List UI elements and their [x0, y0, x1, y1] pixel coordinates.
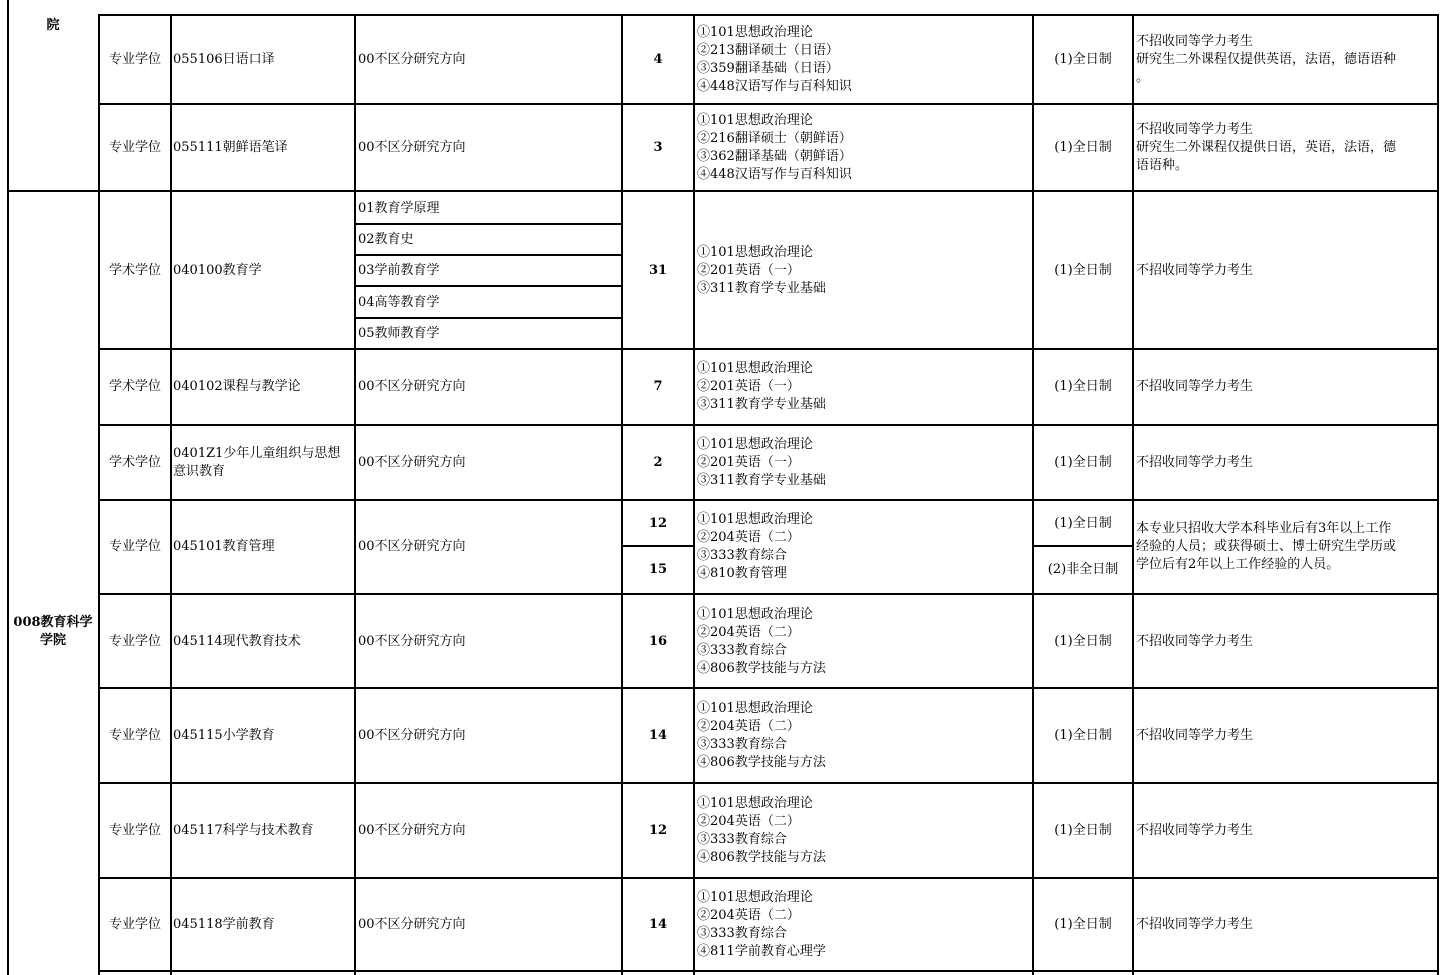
exam-subjects: ①101思想政治理论 ②204英语（二） ③333教育综合 ④806教学技能与方法 [697, 606, 826, 676]
degree-type: 专业学位 [108, 633, 161, 649]
study-mode: (1)全日制 [1054, 727, 1112, 743]
exam-subjects: ①101思想政治理论 ②201英语（一） ③311教育学专业基础 [697, 245, 826, 296]
remarks: 不招收同等学力考生 研究生二外课程仅提供英语，法语，德语语种 。 [1136, 34, 1397, 85]
quota: 31 [648, 263, 668, 278]
grid-line [621, 14, 623, 975]
major-name: 045101教育管理 [173, 539, 275, 554]
exam-subjects: ①101思想政治理论 ②204英语（二） ③333教育综合 ④811学前教育心理学 [697, 890, 826, 959]
grid-line [693, 14, 695, 975]
grid-line [354, 14, 356, 975]
grid-line [98, 782, 1439, 784]
grid-line [98, 424, 1439, 426]
research-direction: 00不区分研究方向 [358, 917, 466, 932]
major-name: 040102课程与教学论 [173, 379, 301, 394]
degree-type: 专业学位 [108, 822, 161, 838]
quota: 16 [648, 633, 668, 649]
grid-line [354, 317, 623, 319]
remarks: 不招收同等学力考生 [1136, 379, 1254, 394]
research-direction: 00不区分研究方向 [358, 539, 466, 554]
major-name: 055111朝鲜语笔译 [173, 140, 288, 155]
study-mode: (1)全日制 [1054, 52, 1112, 67]
grid-line [7, 190, 1439, 192]
remarks: 不招收同等学力考生 [1136, 263, 1254, 278]
major-name: 045117科学与技术教育 [173, 822, 314, 838]
study-mode: (1)全日制 [1054, 379, 1112, 394]
college-name-tail: 院 [46, 18, 60, 33]
degree-type: 学术学位 [108, 454, 161, 470]
major-name: 055106日语口译 [173, 52, 275, 67]
degree-type: 学术学位 [108, 379, 161, 394]
remarks: 不招收同等学力考生 [1136, 633, 1254, 649]
degree-type: 专业学位 [108, 140, 161, 155]
degree-type: 专业学位 [108, 727, 161, 743]
remarks: 本专业只招收大学本科毕业后有3年以上工作 经验的人员；或获得硕士、博士研究生学历或 学位后有2年以上工作经验的人员。 [1136, 521, 1397, 572]
study-mode: (1)全日制 [1054, 633, 1112, 649]
degree-type: 专业学位 [108, 52, 161, 67]
research-direction: 00不区分研究方向 [358, 52, 466, 67]
quota: 2 [653, 454, 663, 470]
study-mode: (1)全日制 [1054, 917, 1112, 932]
degree-type: 专业学位 [108, 539, 161, 554]
research-direction: 00不区分研究方向 [358, 140, 466, 155]
quota: 14 [648, 917, 668, 932]
grid-line [170, 14, 172, 975]
research-direction: 00不区分研究方向 [358, 822, 466, 838]
exam-subjects: ①101思想政治理论 ②204英语（二） ③333教育综合 ④810教育管理 [697, 512, 813, 581]
quota: 7 [653, 379, 663, 394]
remarks: 不招收同等学力考生 [1136, 822, 1254, 838]
remarks: 不招收同等学力考生 研究生二外课程仅提供日语，英语，法语，德 语语种。 [1136, 122, 1397, 173]
grid-line [1132, 14, 1134, 975]
exam-subjects: ①101思想政治理论 ②216翻译硕士（朝鲜语） ③362翻译基础（朝鲜语） ④448汉语写作与百科知识 [697, 113, 852, 182]
research-direction: 03学前教育学 [358, 263, 440, 278]
quota: 14 [648, 727, 668, 743]
remarks: 不招收同等学力考生 [1136, 917, 1254, 932]
study-mode-part-time: (2)非全日制 [1047, 562, 1119, 577]
grid-line [98, 877, 1439, 879]
grid-line [1032, 545, 1134, 547]
study-mode-full-time: (1)全日制 [1054, 515, 1112, 531]
research-direction: 04高等教育学 [358, 294, 440, 310]
major-name: 045115小学教育 [173, 727, 275, 743]
grid-line [98, 687, 1439, 689]
study-mode: (1)全日制 [1054, 822, 1112, 838]
research-direction: 00不区分研究方向 [358, 379, 466, 394]
quota: 3 [653, 140, 663, 155]
grid-line [98, 593, 1439, 595]
grid-line [98, 14, 100, 975]
grid-line [98, 348, 1439, 350]
grid-line [621, 545, 695, 547]
research-direction: 01教育学原理 [358, 200, 440, 216]
exam-subjects: ①101思想政治理论 ②213翻译硕士（日语） ③359翻译基础（日语） ④448汉语写作与百科知识 [697, 25, 852, 94]
grid-line [98, 103, 1439, 105]
research-direction: 00不区分研究方向 [358, 454, 466, 470]
research-direction: 00不区分研究方向 [358, 633, 466, 649]
study-mode: (1)全日制 [1054, 140, 1112, 155]
degree-type: 专业学位 [108, 917, 161, 932]
grid-line [98, 970, 1439, 972]
quota-full-time: 12 [648, 515, 668, 531]
major-name: 0401Z1少年儿童组织与思想 意识教育 [173, 445, 341, 479]
remarks: 不招收同等学力考生 [1136, 727, 1254, 743]
study-mode: (1)全日制 [1054, 263, 1112, 278]
quota: 4 [653, 52, 663, 67]
grid-line [98, 499, 1439, 501]
grid-line [7, 0, 9, 975]
grid-line [354, 254, 623, 256]
grid-line [1437, 14, 1439, 975]
grid-line [354, 223, 623, 225]
grid-line [1032, 14, 1034, 975]
major-name: 045114现代教育技术 [173, 633, 301, 649]
major-name: 045118学前教育 [173, 917, 275, 932]
exam-subjects: ①101思想政治理论 ②201英语（一） ③311教育学专业基础 [697, 361, 826, 412]
quota-part-time: 15 [648, 562, 668, 577]
research-direction: 02教育史 [358, 232, 414, 247]
research-direction: 00不区分研究方向 [358, 727, 466, 743]
exam-subjects: ①101思想政治理论 ②204英语（二） ③333教育综合 ④806教学技能与方法 [697, 795, 826, 865]
major-name: 040100教育学 [173, 263, 262, 278]
study-mode: (1)全日制 [1054, 454, 1112, 470]
grid-line [98, 14, 1439, 16]
quota: 12 [648, 822, 668, 838]
college-name-education: 008教育科学 学院 [13, 615, 93, 648]
exam-subjects: ①101思想政治理论 ②201英语（一） ③311教育学专业基础 [697, 436, 826, 488]
grid-line [354, 285, 623, 287]
exam-subjects: ①101思想政治理论 ②204英语（二） ③333教育综合 ④806教学技能与方法 [697, 700, 826, 770]
research-direction: 05教师教育学 [358, 326, 440, 341]
degree-type: 学术学位 [108, 263, 161, 278]
remarks: 不招收同等学力考生 [1136, 454, 1254, 470]
